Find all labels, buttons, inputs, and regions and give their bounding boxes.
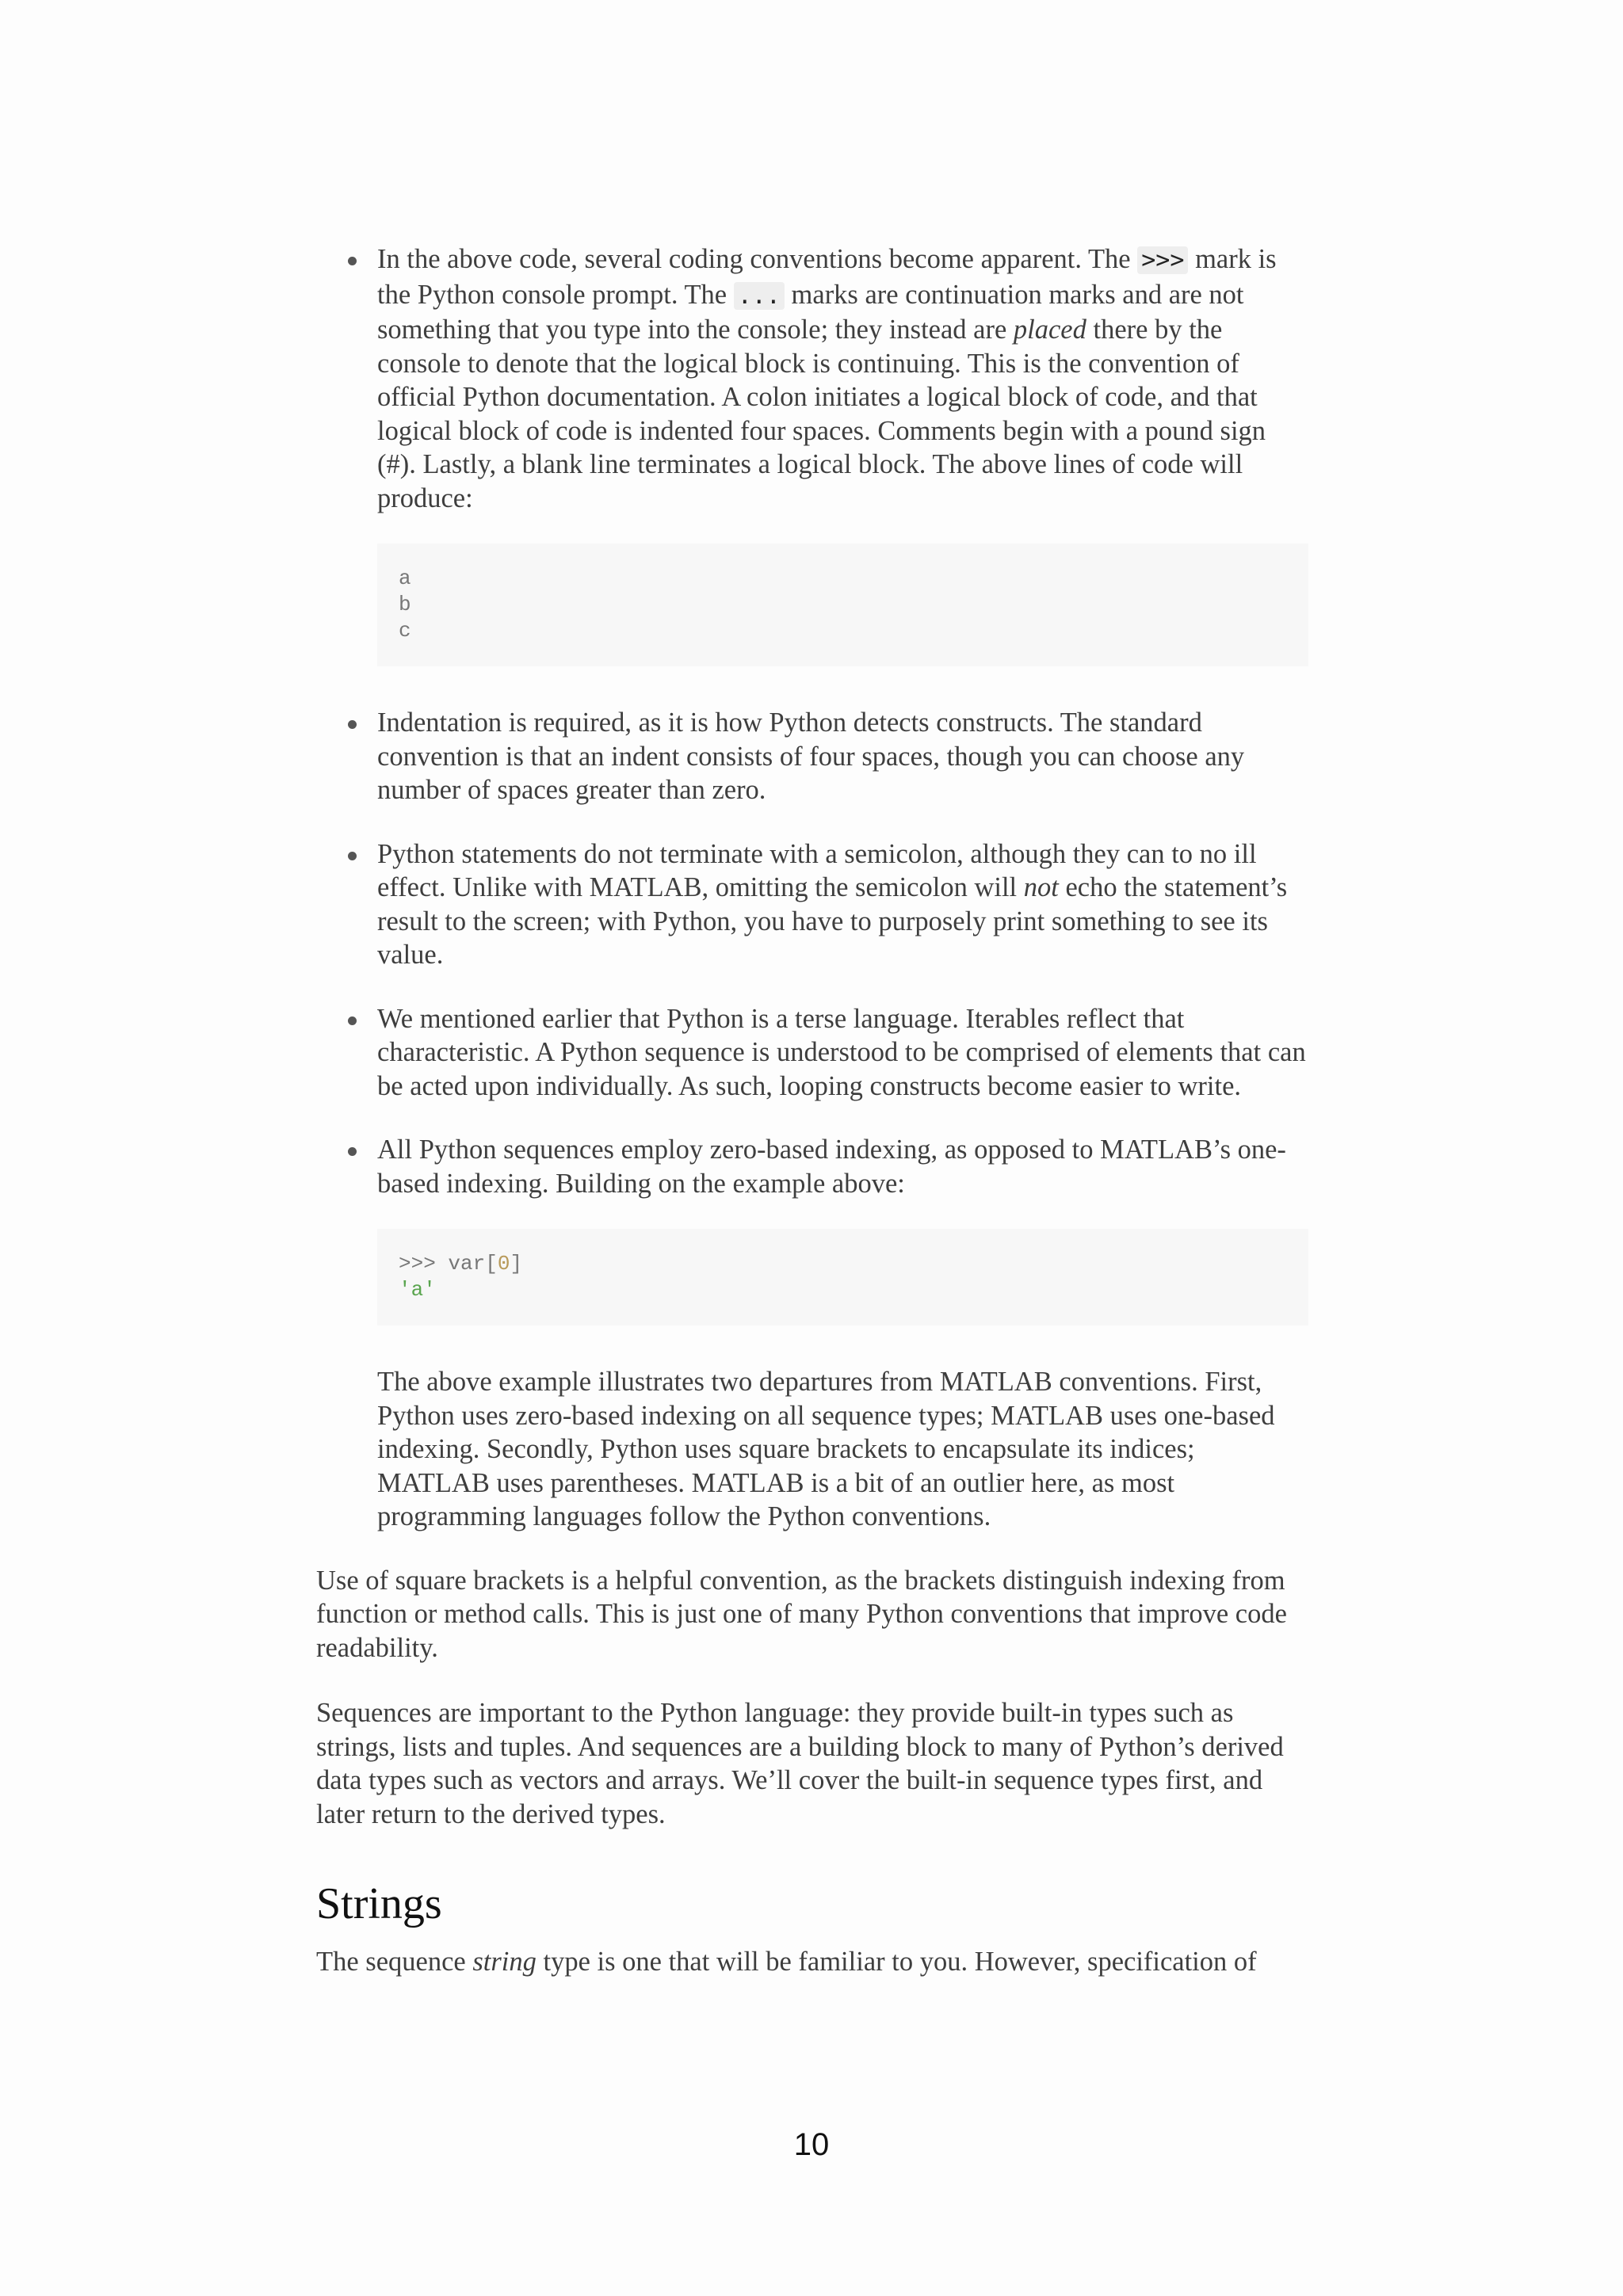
paragraph-strings-intro: [316, 1945, 1308, 1979]
bullet-text: We mentioned earlier that Python is a terse language. Iterables reflect that characteristic. A Python sequence is understood to be comprised of elements that can be acted upon individually. As such, looping constructs become easier to write.: [377, 1003, 1306, 1101]
paragraph-sequences: Sequences are important to the Python language: they provide built-in types such as strings, lists and tuples. And sequences are a building block to many of Python’s derived data types such as vectors and arrays. We’ll cover the built-in sequence types first, and later return to the derived types.: [316, 1698, 1284, 1829]
code-token: ]: [510, 1252, 523, 1276]
bullet-list: [316, 242, 1308, 1534]
bullet-text: [377, 837, 1308, 972]
emphasis-string: string: [472, 1947, 537, 1977]
bullet-followup-text: The above example illustrates two departures from MATLAB conventions. First, Python uses zero-based indexing on all sequence types; MATLAB uses one-based indexing. Secondly, Python uses square brackets to encapsulate its indices; MATLAB uses parentheses. MATLAB is a bit of an outlier here, as most programming languages follow the Python conventions.: [377, 1367, 1275, 1531]
text-run: mark is the Python console prompt. The: [377, 244, 1277, 310]
text-run: Python statements do not terminate with a semicolon, although they can to no ill effect. Unlike with MATLAB, omitting the semicolon will: [377, 838, 1257, 902]
text-run: there by the console to denote that the logical block is continuing. This is the convention of official Python documentation. A colon initiates a logical block of code, and that logical block of code is indented four spaces. Comments begin with a pound sign (#). Lastly, a blank line terminates a logical block. The above lines of code will produce:: [377, 315, 1266, 513]
bullet-text: All Python sequences employ zero-based indexing, as opposed to MATLAB’s one-based indexing. Building on the example above:: [377, 1135, 1286, 1199]
bullet-zero-based-indexing: [377, 1133, 1308, 1534]
code-line: b: [399, 593, 411, 616]
code-line: [399, 1251, 1287, 1277]
bullet-indentation: [377, 706, 1308, 807]
text-run: echo the statement’s result to the screen; with Python, you have to purposely print something to see its value.: [377, 872, 1288, 970]
bullet-semicolon: [377, 837, 1308, 972]
text-run: The sequence: [316, 1947, 473, 1977]
emphasis-placed: placed: [1013, 315, 1086, 345]
text-run: marks are continuation marks and are not something that you type into the console; they instead are: [377, 279, 1244, 345]
bullet-text: [377, 242, 1308, 515]
code-block-output: [377, 543, 1308, 666]
page-number: 10: [793, 2127, 830, 2162]
code-line: c: [399, 619, 411, 643]
code-line: a: [399, 566, 411, 590]
bullet-coding-conventions: [377, 242, 1308, 666]
inline-code-prompt: >>>: [1137, 246, 1188, 274]
text-run: In the above code, several coding conventions become apparent. The: [377, 244, 1138, 274]
bullet-iterables: [377, 1002, 1308, 1104]
page-content: [316, 242, 1308, 1979]
section-heading-strings: Strings: [316, 1879, 442, 1928]
code-token: >>> var[: [399, 1252, 498, 1276]
inline-code-continuation: ...: [734, 282, 785, 310]
bullet-text: Indentation is required, as it is how Python detects constructs. The standard convention is that an indent consists of four spaces, though you can choose any number of spaces greater than zero.: [377, 707, 1245, 805]
code-string-line: 'a': [399, 1278, 436, 1302]
emphasis-not: not: [1023, 872, 1059, 902]
code-number-token: 0: [497, 1252, 510, 1276]
paragraph-square-brackets: Use of square brackets is a helpful convention, as the brackets distinguish indexing from function or method calls. This is just one of many Python conventions that improve code readability.: [316, 1565, 1287, 1663]
text-run: type is one that will be familiar to you. However, specification of: [536, 1947, 1257, 1977]
code-block-indexing: [377, 1229, 1308, 1325]
